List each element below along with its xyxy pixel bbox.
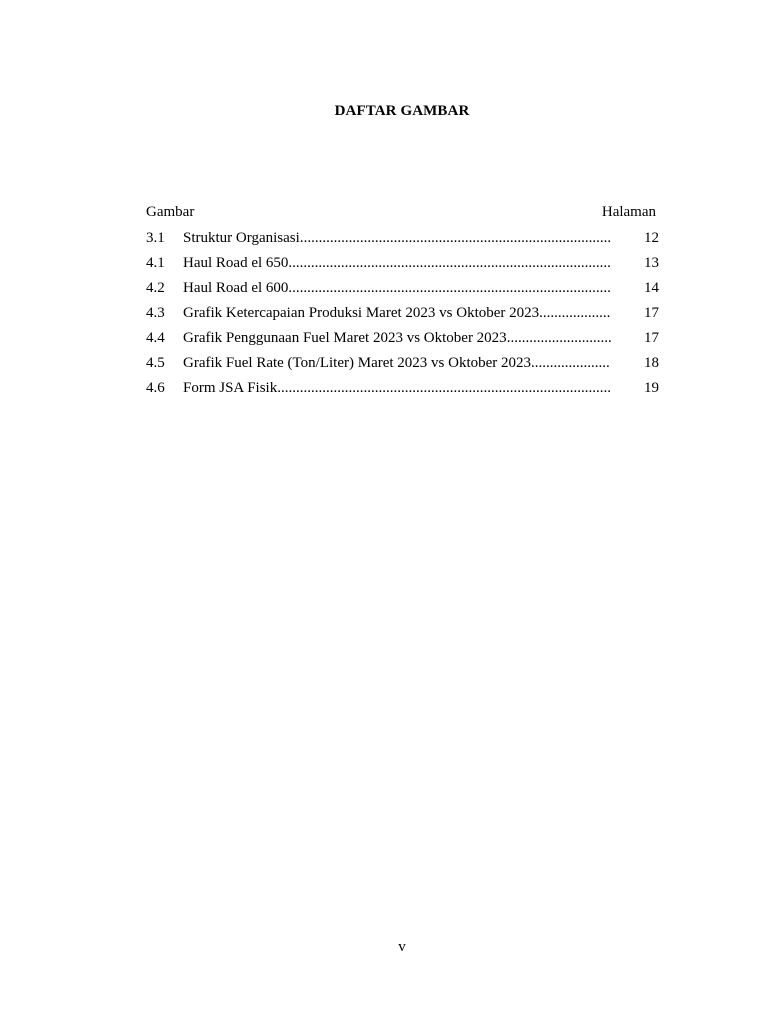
dot-leader: ...................................................................................... (288, 280, 611, 296)
dot-leader: ......................................................................................... (277, 380, 611, 396)
figure-title-cell (183, 329, 612, 347)
dot-leader: ...................................................................................... (288, 255, 611, 271)
figure-title-cell (183, 229, 612, 247)
figure-number: 4.6 (146, 380, 165, 396)
figure-number: 4.1 (146, 255, 165, 271)
list-item (146, 304, 659, 329)
figure-title: Haul Road el 600 (183, 280, 289, 296)
figure-title: Grafik Fuel Rate (Ton/Liter) Maret 2023 vs Oktober 2023 (183, 355, 532, 371)
figure-title: Form JSA Fisik (183, 380, 278, 396)
figure-page: 13 (644, 255, 659, 271)
dot-leader: ............................ (506, 330, 612, 346)
figure-title-cell (183, 304, 612, 322)
figure-page: 14 (644, 280, 659, 296)
figure-title-cell (183, 379, 612, 397)
figure-page: 17 (644, 305, 659, 321)
list-item (146, 279, 659, 304)
figure-number: 4.2 (146, 280, 165, 296)
figure-title-cell (183, 254, 612, 272)
dot-leader: ..................... (531, 355, 610, 371)
figure-number: 3.1 (146, 230, 165, 246)
toc-header (146, 204, 656, 221)
figure-title-cell (183, 354, 612, 372)
dot-leader: ................... (539, 305, 611, 321)
page-title: DAFTAR GAMBAR (334, 103, 470, 119)
figure-page: 18 (644, 355, 659, 371)
figure-page: 19 (644, 380, 659, 396)
figure-number: 4.3 (146, 305, 165, 321)
dot-leader: ................................................................................... (299, 230, 612, 246)
list-item (146, 354, 659, 379)
list-item (146, 379, 659, 404)
figure-title: Grafik Penggunaan Fuel Maret 2023 vs Oktober 2023 (183, 330, 507, 346)
figure-number: 4.5 (146, 355, 165, 371)
figure-title: Haul Road el 650 (183, 255, 289, 271)
table-of-figures (146, 229, 659, 404)
figure-page: 12 (644, 230, 659, 246)
figure-page: 17 (644, 330, 659, 346)
figure-title-cell (183, 279, 612, 297)
figure-title: Grafik Ketercapaian Produksi Maret 2023 vs Oktober 2023 (183, 305, 540, 321)
list-item (146, 254, 659, 279)
header-halaman: Halaman (601, 204, 656, 220)
list-item (146, 329, 659, 354)
list-item (146, 229, 659, 254)
figure-number: 4.4 (146, 330, 165, 346)
figure-title: Struktur Organisasi (183, 230, 300, 246)
header-gambar: Gambar (146, 204, 195, 220)
page-number: v (398, 939, 406, 955)
